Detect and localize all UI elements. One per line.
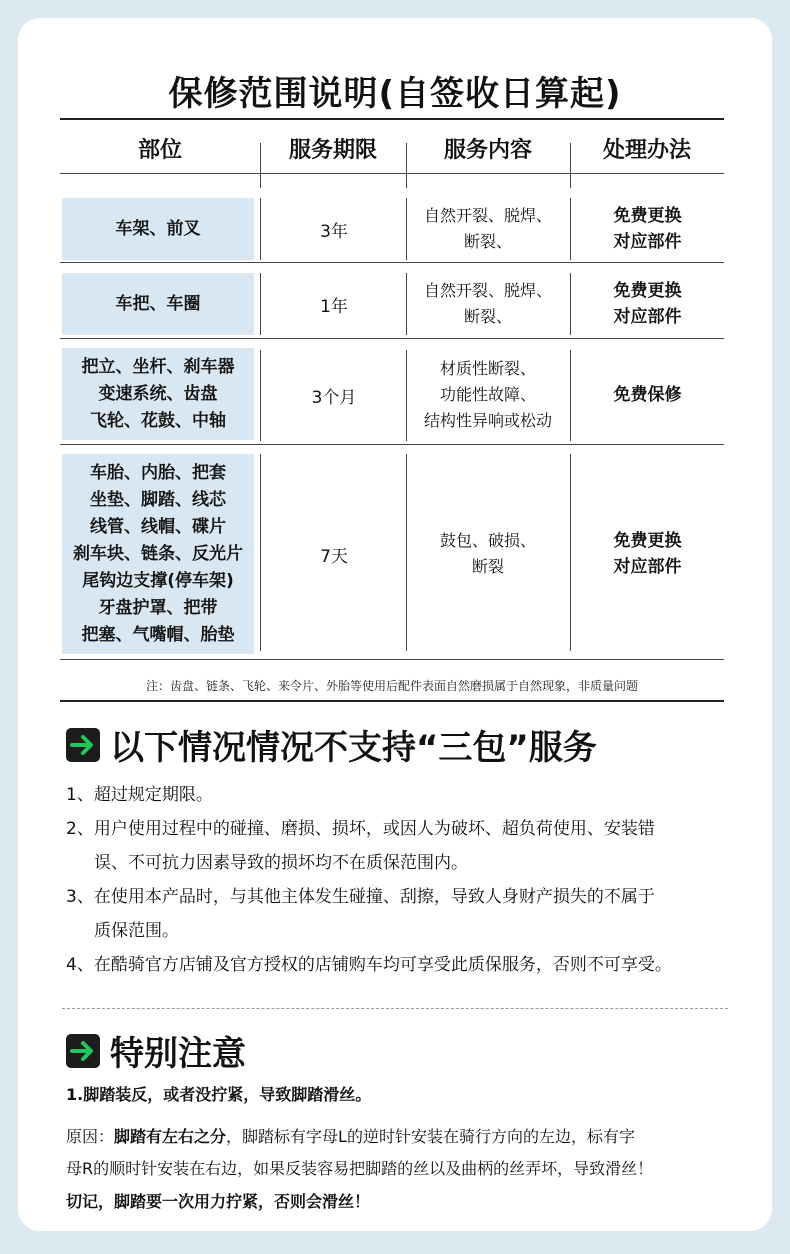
header-part: 部位 (137, 137, 182, 163)
section-no-warranty-heading (66, 720, 597, 769)
reason-line: 母R的顺时针安装在右边，如果反装容易把脚踏的丝以及曲柄的丝弄坏，导致滑丝！ (66, 1159, 654, 1178)
content-line: 断裂 (471, 557, 504, 576)
arrow-right-icon (66, 1034, 100, 1068)
section-attention-heading (66, 1026, 246, 1075)
handling-line: 对应部件 (613, 232, 682, 252)
row3-parts (62, 348, 254, 440)
handling-line: 免费更换 (613, 206, 682, 226)
part-line: 尾钩边支撑(停车架) (82, 570, 234, 591)
row1-term: 3年 (320, 221, 348, 242)
row3-content (407, 350, 569, 440)
row3-term: 3个月 (311, 387, 357, 408)
content-line: 材质性断裂、 (439, 359, 536, 378)
content-line: 断裂、 (463, 307, 512, 326)
section-title: 以下情况情况不支持“三包”服务 (110, 728, 597, 768)
attention-point: 1.脚踏装反，或者没拧紧，导致脚踏滑丝。 (66, 1085, 372, 1104)
content-line: 功能性故障、 (439, 385, 536, 404)
row2-parts (62, 273, 254, 335)
row4-handling (571, 454, 724, 654)
header-term: 服务期限 (288, 137, 377, 163)
part-line: 车胎、内胎、把套 (90, 462, 226, 483)
row2-content (407, 273, 569, 335)
part-line: 变速系统、齿盘 (98, 383, 218, 404)
part-line: 牙盘护罩、把带 (98, 597, 218, 618)
handling-line: 对应部件 (613, 307, 682, 327)
content-line: 断裂、 (463, 232, 512, 251)
row4-term: 7天 (320, 546, 348, 567)
part-line: 车把、车圈 (115, 293, 201, 314)
row-divider (60, 444, 724, 445)
header-handling: 处理办法 (602, 137, 691, 163)
row4-parts (62, 454, 254, 654)
list-line: 2、用户使用过程中的碰撞、磨损、损坏，或因人为破坏、超负荷使用、安装错 (66, 819, 655, 839)
row3-handling (571, 350, 724, 440)
row-divider (60, 338, 724, 339)
table-header-rule (60, 173, 724, 174)
list-item (66, 880, 746, 948)
row1-handling (571, 198, 724, 260)
reason-line (66, 1121, 746, 1153)
part-line: 线管、线帽、碟片 (90, 516, 226, 537)
row-divider (60, 262, 724, 263)
list-item (66, 778, 746, 812)
row1-content (407, 198, 569, 260)
part-line: 把塞、气嘴帽、胎垫 (81, 624, 235, 645)
row4-content (407, 454, 569, 654)
table-note: 注：齿盘、链条、飞轮、来令片、外胎等使用后配件表面自然磨损属于自然现象，非质量问题 (145, 678, 638, 693)
content-line: 自然开裂、脱焊、 (423, 206, 552, 225)
reason-label: 原因： (66, 1127, 115, 1146)
list-line: 1、超过规定期限。 (66, 785, 213, 805)
part-line: 把立、坐杆、刹车器 (81, 356, 235, 377)
header-content: 服务内容 (443, 137, 532, 163)
arrow-right-icon (66, 728, 100, 762)
list-line: 4、在酷骑官方店铺及官方授权的店铺购车均可享受此质保服务，否则不可享受。 (66, 955, 672, 975)
list-item (66, 812, 746, 880)
table-top-rule (60, 118, 724, 120)
handling-line: 免费更换 (613, 531, 682, 551)
row2-handling (571, 273, 724, 335)
col-divider (260, 273, 261, 335)
attention-warning: 切记，脚踏要一次用力拧紧，否则会滑丝！ (66, 1192, 371, 1211)
row-divider (60, 659, 724, 660)
col-divider (260, 454, 261, 651)
col-divider (260, 350, 261, 441)
content-line: 结构性异响或松动 (423, 411, 552, 430)
handling-line: 免费保修 (613, 385, 682, 405)
col-divider (260, 198, 261, 260)
list-item (66, 948, 746, 982)
content-line: 自然开裂、脱焊、 (423, 281, 552, 300)
row1-parts (62, 198, 254, 260)
reason-text: ，脚踏标有字母L的逆时针安装在骑行方向的左边，标有字 (226, 1127, 635, 1146)
handling-line: 对应部件 (613, 557, 682, 577)
handling-line: 免费更换 (613, 281, 682, 301)
warranty-card (18, 18, 772, 1231)
reason-emphasis: 脚踏有左右之分 (114, 1127, 227, 1146)
list-line: 3、在使用本产品时，与其他主体发生碰撞、刮擦，导致人身财产损失的不属于 (66, 887, 655, 907)
part-line: 飞轮、花鼓、中轴 (90, 410, 226, 431)
part-line: 车架、前叉 (115, 218, 201, 239)
part-line: 坐垫、脚踏、线芯 (90, 489, 226, 510)
part-line: 刹车块、链条、反光片 (73, 543, 243, 564)
list-line: 质保范围。 (94, 921, 179, 941)
content-line: 鼓包、破损、 (439, 531, 536, 550)
dashed-divider (62, 1008, 728, 1009)
attention-reason (66, 1121, 746, 1185)
page-title: 保修范围说明(自签收日算起) (168, 74, 622, 114)
list-line: 误、不可抗力因素导致的损坏均不在质保范围内。 (94, 853, 468, 873)
section-title: 特别注意 (110, 1034, 246, 1074)
exclusion-list (66, 778, 746, 982)
table-bottom-rule (60, 700, 724, 702)
row2-term: 1年 (320, 296, 348, 317)
